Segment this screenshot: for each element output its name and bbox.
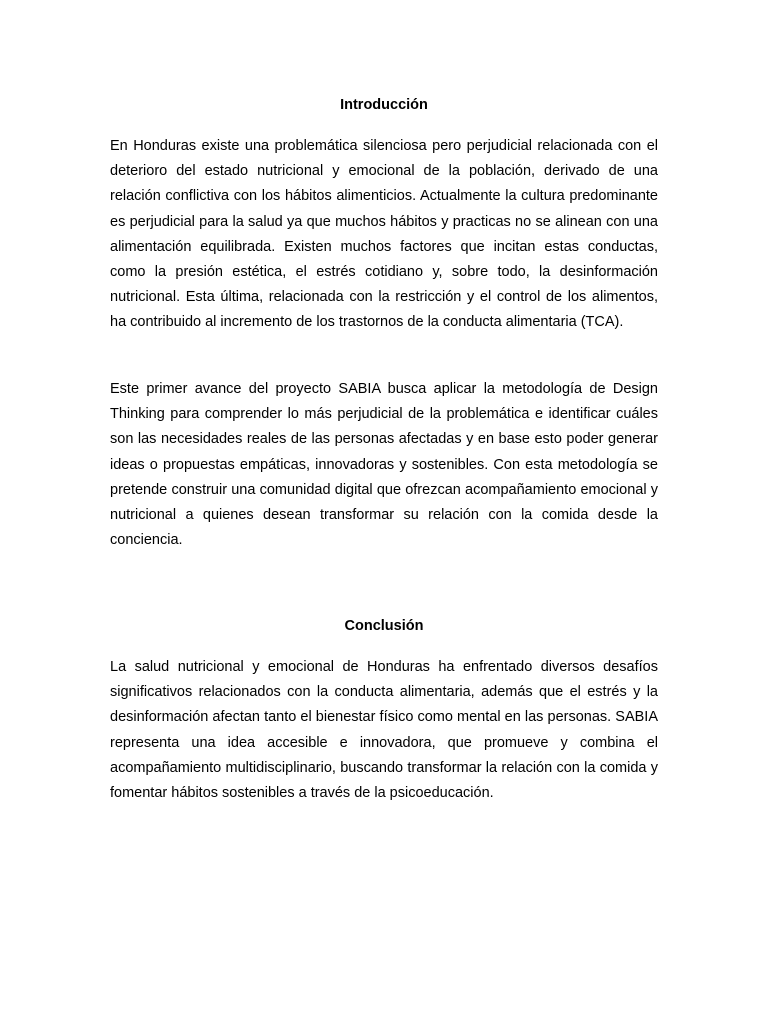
conclusion-heading: Conclusión: [344, 618, 424, 634]
introduction-heading: Introducción: [340, 97, 428, 113]
introduction-paragraph-1: En Honduras existe una problemática silenciosa pero perjudicial relacionada con el deterioro del estado nutricional y emocional de la población, derivado de una relación conflictiva con los hábitos alimenticios. Actualmente la cultura predominante es perjudicial para la salud ya que muchos hábitos y practicas no se alinean con una alimentación equilibrada. Existen muchos factores que incitan estas conductas, como la presión estética, el estrés cotidiano y, sobre todo, la desinformación nutricional. Esta última, relacionada con la restricción y el control de los alimentos, ha contribuido al incremento de los trastornos de la conducta alimentaria (TCA).: [110, 138, 658, 331]
introduction-paragraph-2: Este primer avance del proyecto SABIA busca aplicar la metodología de Design Thinking para comprender lo más perjudicial de la problemática e identificar cuáles son las necesidades reales de las personas afectadas y en base esto poder generar ideas o propuestas empáticas, innovadoras y sostenibles. Con esta metodología se pretende construir una comunidad digital que ofrezcan acompañamiento emocional y nutricional a quienes desean transformar su relación con la comida desde la conciencia.: [110, 381, 658, 549]
conclusion-paragraph: La salud nutricional y emocional de Honduras ha enfrentado diversos desafíos significativos relacionados con la conducta alimentaria, además que el estrés y la desinformación afectan tanto el bienestar físico como mental en las personas. SABIA representa una idea accesible e innovadora, que promueve y combina el acompañamiento multidisciplinario, buscando transformar la relación con la comida y fomentar hábitos sostenibles a través de la psicoeducación.: [110, 659, 658, 802]
